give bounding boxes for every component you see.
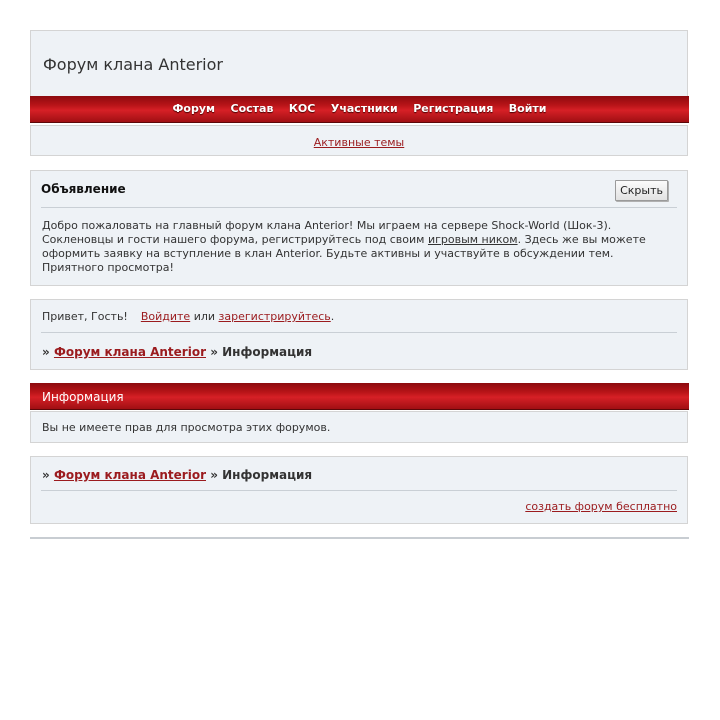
footer-panel [30, 456, 688, 524]
announcement-title: Объявление [41, 182, 126, 196]
info-panel [30, 411, 688, 443]
nav-item-login[interactable]: Войти [508, 102, 547, 115]
divider [41, 207, 677, 208]
hide-button[interactable]: Скрыть [615, 180, 668, 201]
breadcrumb-prefix: » [42, 468, 50, 482]
create-forum-link[interactable]: создать форум бесплатно [525, 500, 677, 513]
breadcrumb [42, 345, 312, 359]
period-text: . [330, 310, 335, 323]
login-link[interactable]: Войдите [140, 310, 191, 323]
main-navbar [30, 96, 689, 123]
info-message: Вы не имеете прав для просмотра этих форумов. [42, 421, 331, 434]
breadcrumb-prefix: » [42, 345, 50, 359]
bottom-divider [30, 537, 689, 539]
announcement-text-part1: Добро пожаловать на главный форум клана Anterior! Мы играем на сервере Shock-World (Шок-3). Сокленовцы и гости нашего форума, регистрируйтесь под своим [42, 219, 612, 246]
welcome-panel [30, 299, 688, 370]
site-title: Форум клана Anterior [43, 55, 223, 74]
site-header [30, 30, 688, 96]
info-title: Информация [42, 390, 124, 404]
divider [41, 332, 677, 333]
game-nick-link[interactable]: игровым ником [427, 233, 518, 246]
breadcrumb-separator: » [210, 468, 218, 482]
divider [41, 490, 677, 491]
announcement-text [42, 219, 662, 275]
footer-breadcrumb [42, 468, 312, 482]
announcement-text-part2: . Здесь же вы можете оформить заявку на вступление в клан Anterior. Будьте активны и участвуйте в обсуждении тем. Приятного просмотра! [42, 233, 646, 274]
nav-item-roster[interactable]: Состав [230, 102, 274, 115]
or-text: или [193, 310, 216, 323]
announcement-panel [30, 170, 688, 286]
greeting-text: Привет, Гость! [42, 310, 128, 323]
breadcrumb-forum-link[interactable]: Форум клана Anterior [53, 345, 206, 359]
sub-navigation [30, 125, 688, 156]
breadcrumb-current: Информация [222, 345, 313, 359]
breadcrumb-separator: » [210, 345, 218, 359]
nav-item-register[interactable]: Регистрация [413, 102, 494, 115]
info-header-bar [30, 383, 689, 410]
welcome-line [42, 310, 334, 323]
register-link[interactable]: зарегистрируйтесь [218, 310, 331, 323]
nav-item-kos[interactable]: КОС [288, 102, 316, 115]
nav-item-members[interactable]: Участники [330, 102, 398, 115]
nav-item-forum[interactable]: Форум [172, 102, 215, 115]
active-topics-link[interactable]: Активные темы [313, 136, 405, 149]
breadcrumb-current: Информация [222, 468, 313, 482]
breadcrumb-forum-link[interactable]: Форум клана Anterior [53, 468, 206, 482]
